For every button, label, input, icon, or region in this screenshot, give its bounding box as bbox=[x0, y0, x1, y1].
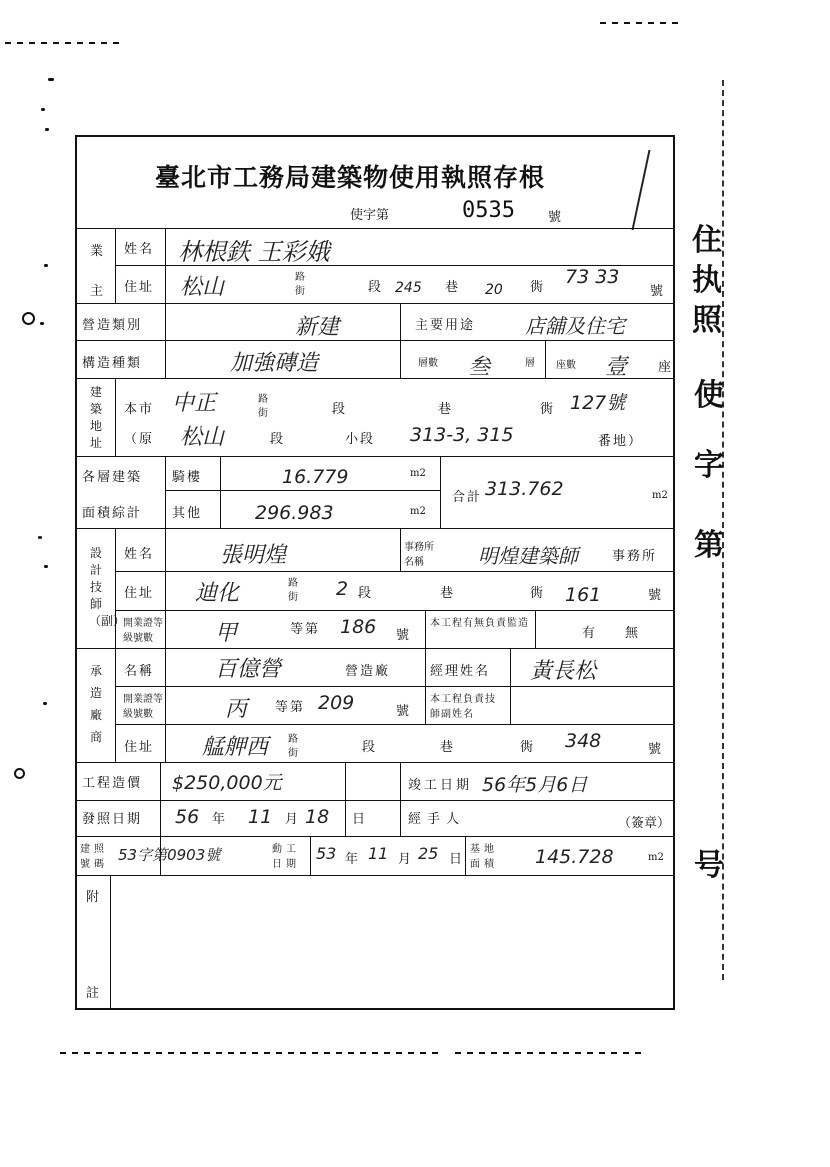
scan-speck bbox=[38, 536, 42, 539]
start-day-unit: 日 bbox=[449, 852, 465, 867]
contractor-lane-label: 巷 bbox=[440, 740, 456, 755]
buildings-value: 壹 bbox=[605, 355, 628, 380]
designer-number-label: 號 bbox=[648, 588, 664, 603]
scan-dash-line bbox=[5, 42, 125, 44]
owner-house-no: 73 33 bbox=[565, 266, 620, 288]
contractor-license-label: 開業證等級號數 bbox=[123, 694, 163, 720]
rule bbox=[545, 340, 546, 378]
issue-day-unit: 日 bbox=[352, 812, 368, 827]
cost-value: $250,000元 bbox=[172, 772, 282, 794]
scan-speck bbox=[44, 565, 48, 568]
site-lot-suffix: 番地） bbox=[598, 434, 644, 449]
floors-label: 層數 bbox=[418, 358, 438, 369]
owner-lane-no: 245 bbox=[395, 280, 422, 296]
cost-label: 工程造價 bbox=[82, 776, 143, 791]
rule bbox=[75, 378, 675, 379]
supervise-no: 無 bbox=[625, 626, 641, 641]
site-number-value: 127號 bbox=[570, 392, 626, 414]
permit-number-label: 建照號碼 bbox=[80, 844, 108, 870]
area-total-label: 面積綜計 bbox=[82, 506, 143, 521]
start-day: 25 bbox=[418, 844, 439, 863]
scan-speck bbox=[40, 322, 44, 325]
main-use-value: 店舖及住宅 bbox=[525, 314, 625, 338]
site-street-label: 街 bbox=[258, 408, 268, 419]
rule bbox=[310, 836, 311, 875]
designer-street-label: 街 bbox=[288, 592, 298, 603]
rule bbox=[165, 456, 166, 528]
rule bbox=[75, 762, 675, 763]
margin-char: 照 bbox=[692, 303, 722, 338]
construction-type-label: 營造類別 bbox=[82, 318, 143, 333]
other-area-label: 其他 bbox=[172, 506, 203, 521]
start-year-unit: 年 bbox=[345, 852, 361, 867]
permit-number-value: 53字第0903號 bbox=[118, 846, 221, 864]
contractor-number-label: 號 bbox=[648, 742, 664, 757]
start-year: 53 bbox=[316, 844, 337, 863]
rule bbox=[75, 800, 675, 801]
contractor-alley-label: 衖 bbox=[520, 740, 536, 755]
issue-date-label: 發照日期 bbox=[82, 812, 143, 827]
designer-lane-label: 巷 bbox=[440, 586, 456, 601]
rule bbox=[115, 610, 675, 611]
contractor-road-label: 路 bbox=[288, 734, 298, 745]
owner-address-value: 松山 bbox=[180, 275, 225, 300]
designer-office-value: 明煌建築師 bbox=[478, 544, 578, 568]
rule bbox=[115, 686, 675, 687]
designer-alley-label: 衖 bbox=[530, 586, 546, 601]
site-original-label: （原 bbox=[124, 432, 155, 447]
site-alley-label: 衖 bbox=[540, 402, 556, 417]
contractor-tech-label: 本工程負責技師副姓名 bbox=[430, 694, 496, 720]
site-lot-value: 313-3, 315 bbox=[410, 424, 514, 446]
construction-type-value: 新建 bbox=[295, 315, 340, 340]
owner-lane-label: 巷 bbox=[445, 280, 461, 295]
rule bbox=[110, 875, 111, 1010]
contractor-name-suffix: 營造廠 bbox=[345, 664, 391, 679]
scan-speck bbox=[41, 108, 45, 111]
rule bbox=[115, 724, 675, 725]
other-area-value: 296.983 bbox=[255, 502, 334, 524]
site-road-label: 路 bbox=[258, 394, 268, 405]
start-date-label: 動工日期 bbox=[272, 844, 300, 870]
owner-name-label: 姓名 bbox=[124, 242, 155, 257]
rule bbox=[115, 528, 116, 762]
structure-value: 加強磚造 bbox=[230, 351, 319, 376]
designer-license-label: 開業證等級號數 bbox=[123, 618, 163, 644]
designer-office-label: 事務所名稱 bbox=[404, 542, 434, 568]
site-lane-label: 巷 bbox=[438, 402, 454, 417]
owner-section-label: 段 bbox=[368, 280, 384, 295]
scan-dash-line bbox=[455, 1052, 645, 1054]
other-area-unit: m2 bbox=[410, 506, 426, 517]
floors-value: 叁 bbox=[468, 355, 491, 380]
scan-ring bbox=[22, 312, 35, 325]
designer-address-value: 迪化 bbox=[195, 581, 240, 606]
sum-area-unit: m2 bbox=[652, 490, 668, 501]
designer-address-label: 住址 bbox=[124, 586, 155, 601]
remarks-label-bottom: 註 bbox=[86, 986, 102, 1001]
serial-prefix: 使字第 bbox=[350, 208, 390, 223]
completion-label: 竣工日期 bbox=[408, 778, 473, 793]
rule bbox=[75, 875, 675, 876]
owner-no-label: 號 bbox=[650, 284, 666, 299]
margin-char: 号 bbox=[694, 848, 724, 883]
remarks-label-top: 附 bbox=[86, 890, 102, 905]
rule bbox=[115, 228, 116, 303]
sum-area-label: 合計 bbox=[452, 490, 483, 505]
rule bbox=[510, 648, 511, 724]
owner-label-top: 業 bbox=[90, 244, 106, 259]
building-unit: 座 bbox=[658, 360, 674, 375]
designer-name-label: 姓名 bbox=[124, 547, 155, 562]
designer-name-value: 張明煌 bbox=[220, 543, 287, 568]
contractor-number-value: 348 bbox=[565, 730, 602, 752]
rule bbox=[75, 836, 675, 837]
rule bbox=[165, 528, 166, 648]
owner-label-bottom: 主 bbox=[90, 284, 106, 299]
contractor-name-value: 百億營 bbox=[215, 657, 282, 682]
site-original-section-label: 段 bbox=[270, 432, 286, 447]
start-month-unit: 月 bbox=[398, 852, 414, 867]
rule bbox=[400, 303, 401, 378]
scan-dash-line bbox=[600, 22, 680, 24]
buildings-label: 座數 bbox=[556, 360, 576, 371]
scan-speck bbox=[43, 702, 47, 705]
contractor-name-label: 名稱 bbox=[124, 664, 155, 679]
contractor-manager-label: 經理姓名 bbox=[430, 664, 491, 679]
rule bbox=[115, 571, 675, 572]
floor-unit: 層 bbox=[525, 358, 535, 369]
margin-char: 第 bbox=[694, 528, 724, 563]
owner-alley-no: 20 bbox=[485, 282, 503, 298]
scan-ring bbox=[14, 768, 25, 779]
handler-label: 經手人 bbox=[408, 812, 466, 827]
structure-label: 構造種類 bbox=[82, 356, 143, 371]
supervise-yes: 有 bbox=[582, 626, 598, 641]
margin-char: 住 bbox=[692, 223, 722, 258]
rule bbox=[400, 528, 401, 571]
scan-speck bbox=[44, 264, 48, 267]
rule bbox=[440, 456, 441, 528]
designer-number-value: 161 bbox=[565, 584, 602, 606]
designer-road-label: 路 bbox=[288, 578, 298, 589]
rule bbox=[165, 490, 440, 491]
designer-section-value: 2 bbox=[336, 578, 349, 600]
sum-area-value: 313.762 bbox=[485, 478, 564, 500]
document-title: 臺北市工務局建築物使用執照存根 bbox=[155, 163, 546, 192]
designer-office-suffix: 事務所 bbox=[612, 549, 658, 564]
scan-dash-line bbox=[60, 1052, 440, 1054]
base-area-unit: m2 bbox=[648, 852, 664, 863]
rule bbox=[165, 228, 166, 303]
owner-address-label: 住址 bbox=[124, 280, 155, 295]
base-area-label: 基地面積 bbox=[470, 844, 498, 870]
supervise-label: 本工程有無負責監造 bbox=[430, 618, 529, 629]
owner-alley-label: 衖 bbox=[530, 280, 546, 295]
issue-year: 56 bbox=[175, 806, 200, 828]
margin-char: 使 bbox=[694, 378, 724, 413]
arcade-label: 騎樓 bbox=[172, 470, 203, 485]
designer-group-label: 設計技師（副） bbox=[89, 546, 126, 628]
site-section-label: 段 bbox=[332, 402, 348, 417]
contractor-street-label: 街 bbox=[288, 748, 298, 759]
site-group-label: 建築地址 bbox=[89, 385, 102, 450]
designer-license-mid: 等第 bbox=[290, 622, 321, 637]
designer-license-no: 186 bbox=[340, 616, 377, 638]
contractor-address-label: 住址 bbox=[124, 740, 155, 755]
designer-license-grade: 甲 bbox=[215, 621, 238, 646]
margin-char: 执 bbox=[692, 263, 722, 298]
rule bbox=[115, 378, 116, 456]
contractor-license-mid: 等第 bbox=[275, 700, 306, 715]
contractor-section-label: 段 bbox=[362, 740, 378, 755]
main-use-label: 主要用途 bbox=[415, 318, 476, 333]
owner-name-value: 林根鉄 王彩娥 bbox=[178, 238, 330, 266]
start-month: 11 bbox=[368, 844, 389, 863]
rule bbox=[400, 762, 401, 836]
rule bbox=[345, 762, 346, 836]
contractor-license-end: 號 bbox=[396, 704, 412, 719]
owner-road-label: 路 bbox=[295, 272, 305, 283]
contractor-license-no: 209 bbox=[318, 692, 355, 714]
serial-suffix: 號 bbox=[548, 210, 562, 225]
arcade-unit: m2 bbox=[410, 468, 426, 479]
contractor-manager-value: 黃長松 bbox=[530, 659, 597, 684]
scan-speck bbox=[45, 128, 49, 131]
site-small-section-label: 小段 bbox=[345, 432, 376, 447]
issue-month-unit: 月 bbox=[285, 812, 301, 827]
designer-section-label: 段 bbox=[358, 586, 374, 601]
serial-number: 0535 bbox=[462, 198, 515, 223]
designer-license-end: 號 bbox=[396, 628, 412, 643]
rule bbox=[465, 836, 466, 875]
issue-month: 11 bbox=[248, 806, 273, 828]
rule bbox=[220, 456, 221, 528]
rule bbox=[165, 303, 166, 378]
site-district-value: 中正 bbox=[172, 391, 217, 416]
rule bbox=[425, 648, 426, 724]
margin-char: 字 bbox=[694, 448, 724, 483]
handler-seal: （簽章） bbox=[618, 816, 671, 831]
contractor-license-grade: 丙 bbox=[225, 697, 248, 722]
scan-speck bbox=[48, 78, 54, 81]
site-original-section-value: 松山 bbox=[180, 425, 225, 450]
area-floors-label: 各層建築 bbox=[82, 470, 143, 485]
rule bbox=[535, 610, 536, 648]
rule bbox=[425, 610, 426, 648]
issue-day: 18 bbox=[305, 806, 330, 828]
issue-year-unit: 年 bbox=[212, 812, 228, 827]
rule bbox=[165, 648, 166, 762]
site-city-label: 本市 bbox=[124, 402, 155, 417]
base-area-value: 145.728 bbox=[535, 846, 614, 868]
owner-street-label: 街 bbox=[295, 286, 305, 297]
contractor-group-label: 承造廠商 bbox=[89, 664, 102, 744]
arcade-value: 16.779 bbox=[282, 466, 349, 488]
completion-value: 56年5月6日 bbox=[482, 774, 588, 796]
contractor-address-value: 艋舺西 bbox=[202, 735, 269, 760]
